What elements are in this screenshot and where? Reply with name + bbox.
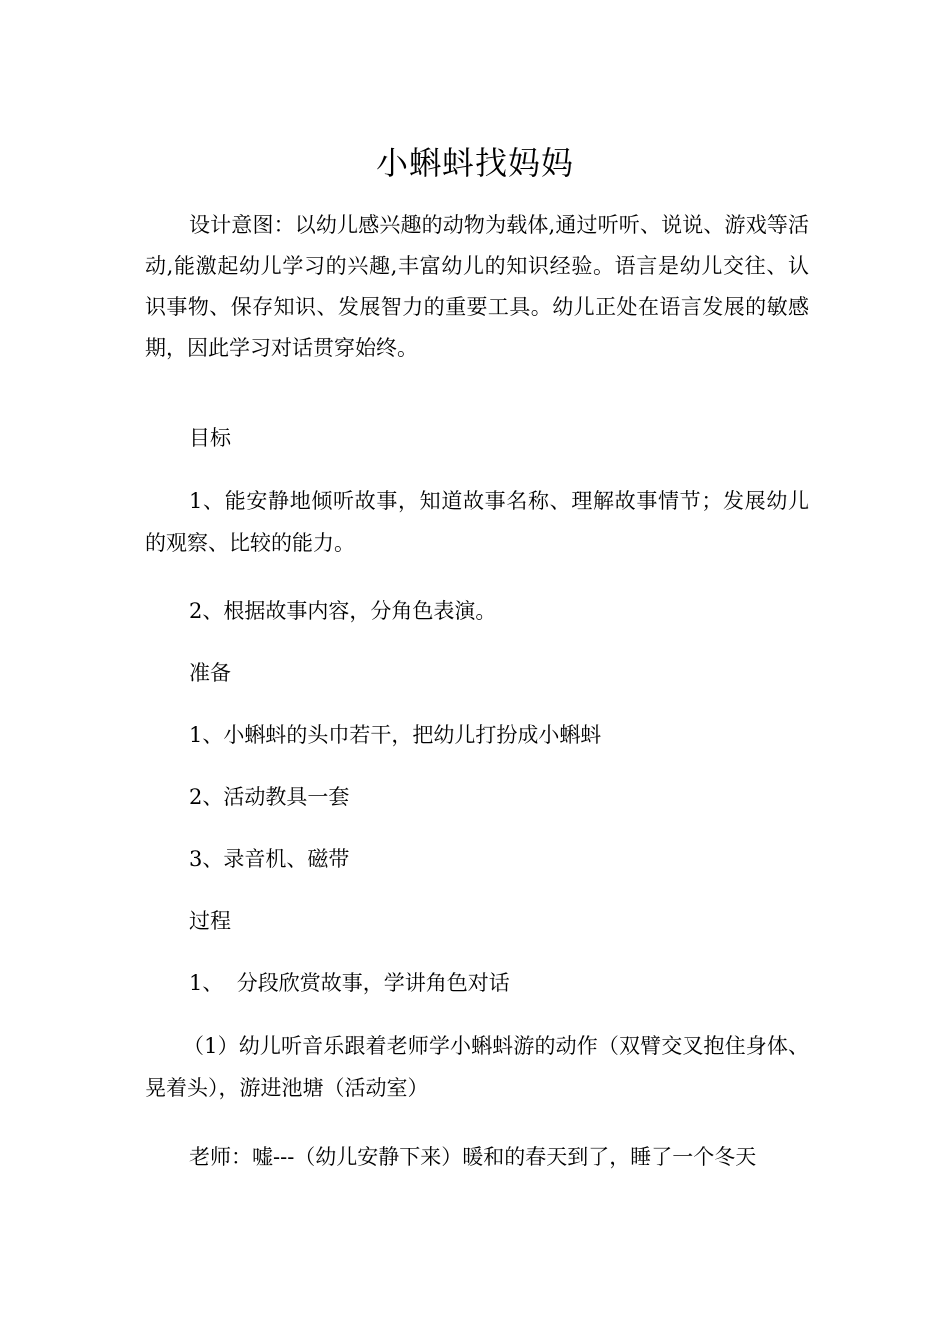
preparation-heading: 准备 xyxy=(189,661,231,685)
goals-heading: 目标 xyxy=(189,426,231,450)
process-step-1-sub-1: （1）幼儿听音乐跟着老师学小蝌蚪游的动作（双臂交叉抱住身体、晃着头），游进池塘（活动室） xyxy=(145,1034,809,1100)
process-heading: 过程 xyxy=(189,909,231,933)
design-intent-paragraph: 设计意图：以幼儿感兴趣的动物为载体,通过听听、说说、游戏等活动,能激起幼儿学习的兴趣,丰富幼儿的知识经验。语言是幼儿交往、认识事物、保存知识、发展智力的重要工具。幼儿正处在语言发展的敏感期，因此学习对话贯穿始终。 xyxy=(145,213,809,360)
goal-item-1: 1、能安静地倾听故事，知道故事名称、理解故事情节；发展幼儿的观察、比较的能力。 xyxy=(145,489,809,555)
process-step-1: 1、 分段欣赏故事，学讲角色对话 xyxy=(189,971,510,995)
preparation-item-1: 1、小蝌蚪的头巾若干，把幼儿打扮成小蝌蚪 xyxy=(189,723,602,747)
preparation-item-3: 3、录音机、磁带 xyxy=(189,847,350,871)
document-title: 小蝌蚪找妈妈 xyxy=(375,144,574,182)
goal-item-2: 2、根据故事内容，分角色表演。 xyxy=(189,599,497,623)
teacher-dialogue: 老师：嘘---（幼儿安静下来）暖和的春天到了，睡了一个冬天 xyxy=(189,1145,757,1169)
preparation-item-2: 2、活动教具一套 xyxy=(189,785,350,809)
